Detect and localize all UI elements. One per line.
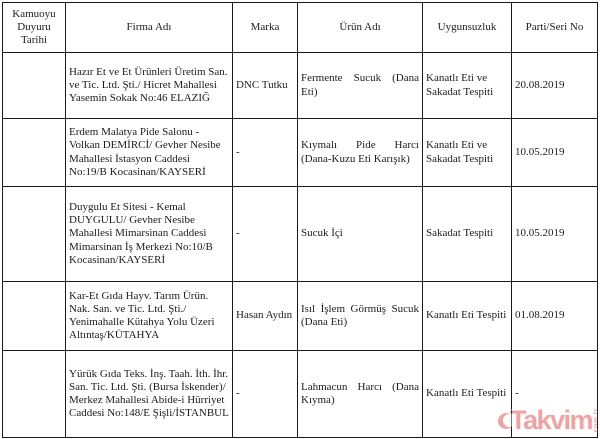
- cell-firma: Yürük Gıda Teks. İnş. Taah. İth. İhr. San. Tic. Ltd. Şti. (Bursa İskender)/ Merkez Mahallesi Abide-i Hürriyet Caddesi No:148/E Şişli/İSTANBUL: [66, 351, 233, 438]
- cell-firma: Hazır Et ve Et Ürünleri Üretim San. ve Tic. Ltd. Şti./ Hicret Mahallesi Yasemin Sokak No:46 ELAZIĞ: [66, 53, 233, 119]
- cell-uygunsuzluk: Kanatlı Eti Tespiti: [423, 282, 512, 351]
- cell-parti: 20.08.2019: [512, 53, 598, 119]
- table-row: [3, 282, 598, 351]
- cell-tarih: [3, 119, 66, 187]
- cell-urun: Lahmacun Harcı (Dana Kıyma): [298, 351, 423, 438]
- cell-urun: Fermente Sucuk (Dana Eti): [298, 53, 423, 119]
- cell-urun: Isıl İşlem Görmüş Sucuk (Dana Eti): [298, 282, 423, 351]
- cell-firma: Kar-Et Gıda Hayv. Tarım Ürün. Nak. San. ve Tic. Ltd. Şti./ Yenimahalle Kütahya Yolu Üzeri Altıntaş/KÜTAHYA: [66, 282, 233, 351]
- takvim-logo-text: Takvim: [509, 405, 592, 435]
- table-row: [3, 351, 598, 438]
- cell-marka: Hasan Aydın: [233, 282, 298, 351]
- table-row: [3, 187, 598, 282]
- cell-parti: 10.05.2019: [512, 119, 598, 187]
- cell-uygunsuzluk: Sakadat Tespiti: [423, 187, 512, 282]
- cell-tarih: [3, 282, 66, 351]
- cell-firma: Erdem Malatya Pide Salonu - Volkan DEMİRCİ/ Gevher Nesibe Mahallesi İstasyon Caddesi No:19/B Kocasinan/KAYSERİ: [66, 119, 233, 187]
- header-parti-seri-no: Parti/Seri No: [512, 3, 598, 53]
- cell-urun: Kıymalı Pide Harcı (Dana-Kuzu Eti Karışık): [298, 119, 423, 187]
- header-marka: Marka: [233, 3, 298, 53]
- cell-parti: 01.08.2019: [512, 282, 598, 351]
- table-row: [3, 119, 598, 187]
- header-firma-adi: Firma Adı: [66, 3, 233, 53]
- cell-urun: Sucuk İçi: [298, 187, 423, 282]
- header-urun-adi: Ürün Adı: [298, 3, 423, 53]
- cell-marka: -: [233, 187, 298, 282]
- cell-uygunsuzluk: Kanatlı Eti Tespiti: [423, 351, 512, 438]
- header-uygunsuzluk: Uygunsuzluk: [423, 3, 512, 53]
- cell-tarih: [3, 187, 66, 282]
- cell-marka: -: [233, 119, 298, 187]
- cell-marka: DNC Tutku: [233, 53, 298, 119]
- table-row: [3, 53, 598, 119]
- cell-tarih: [3, 351, 66, 438]
- takvim-logo-suffix: com.tr: [593, 408, 600, 433]
- cell-firma: Duygulu Et Sitesi - Kemal DUYGULU/ Gevher Nesibe Mahallesi Mimarsinan Caddesi Mimarsinan İş Merkezi No:10/B Kocasinan/KAYSERİ: [66, 187, 233, 282]
- cell-marka: -: [233, 351, 298, 438]
- recall-table: [2, 2, 598, 438]
- header-kamuoyu-duyuru-tarihi: Kamuoyu Duyuru Tarihi: [3, 3, 66, 53]
- cell-parti: 10.05.2019: [512, 187, 598, 282]
- cell-parti: -: [512, 351, 598, 438]
- cell-tarih: [3, 53, 66, 119]
- cell-uygunsuzluk: Kanatlı Eti ve Sakadat Tespiti: [423, 119, 512, 187]
- cell-uygunsuzluk: Kanatlı Eti ve Sakadat Tespiti: [423, 53, 512, 119]
- header-row: [3, 3, 598, 53]
